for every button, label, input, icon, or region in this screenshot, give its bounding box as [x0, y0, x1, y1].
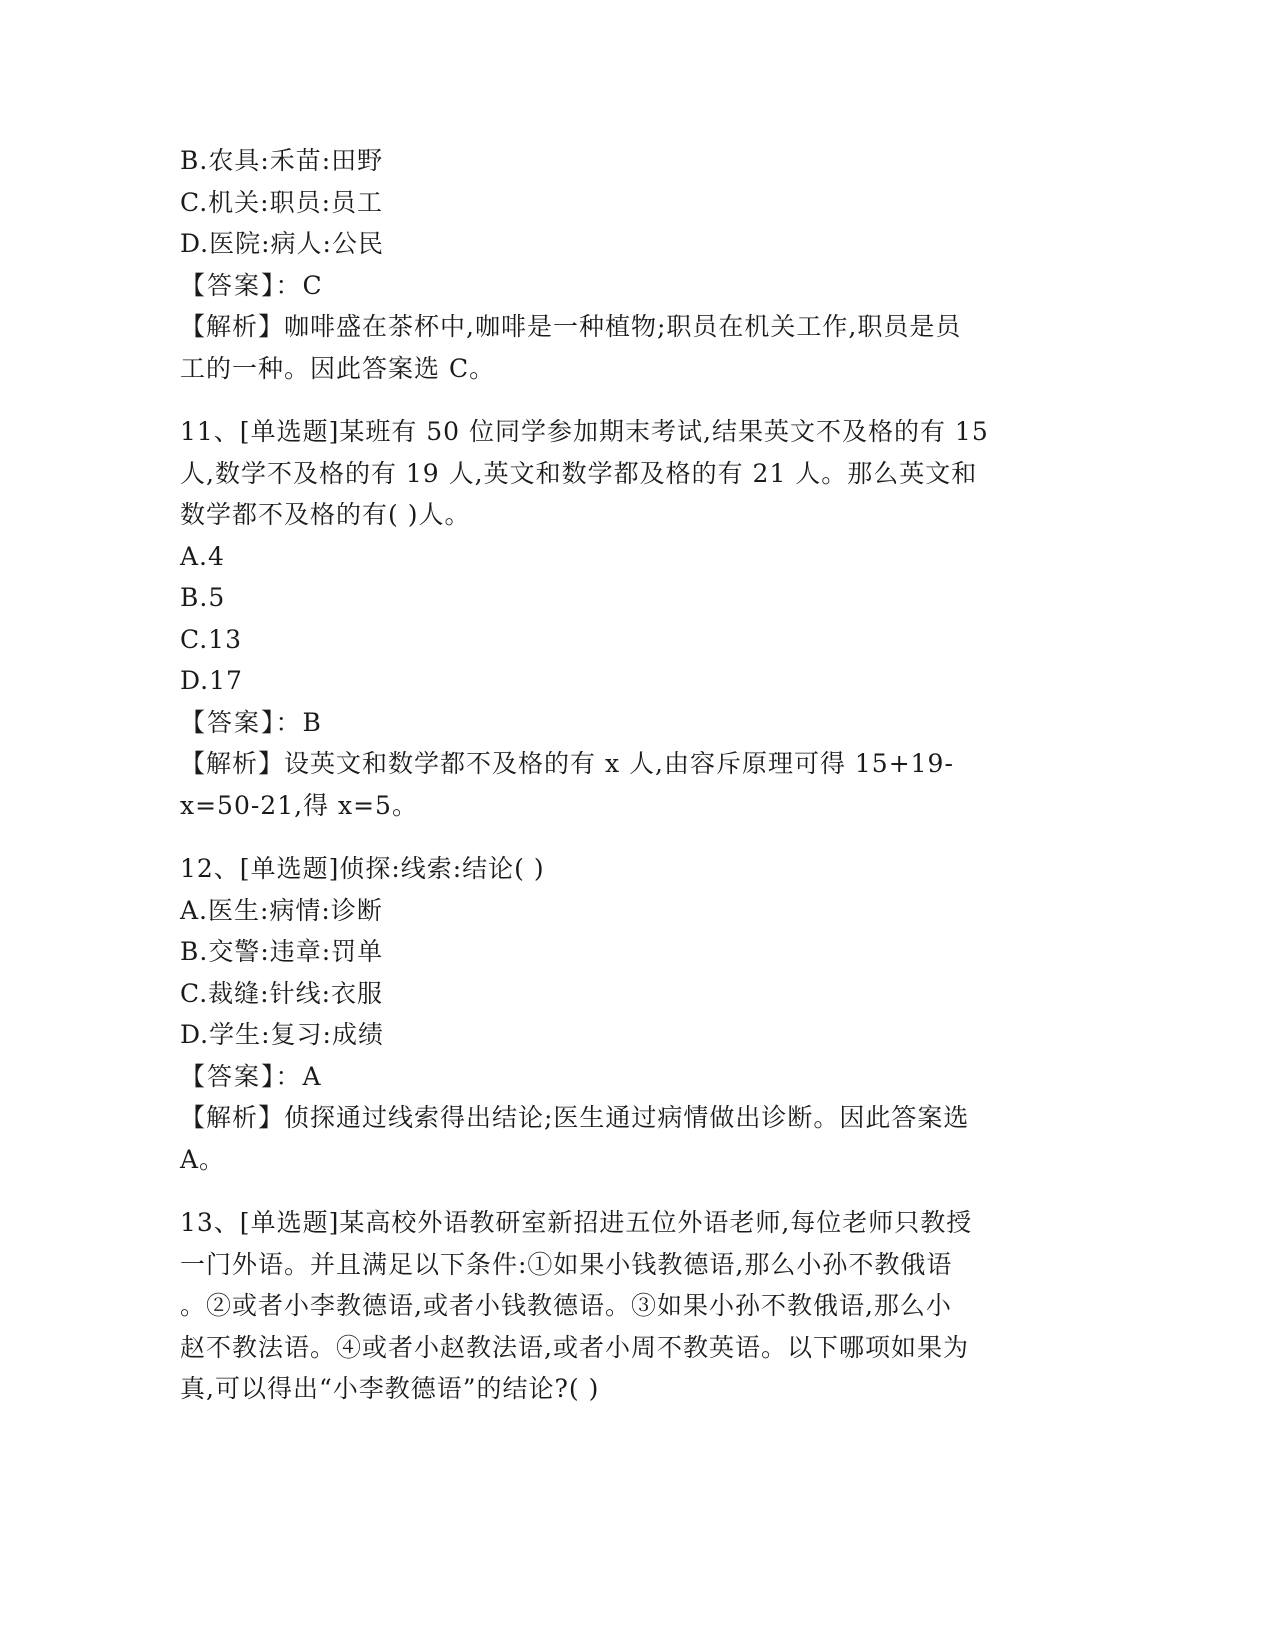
q11-stem-line-1: 11、[单选题]某班有 50 位同学参加期末考试,结果英文不及格的有 15 — [180, 417, 989, 446]
q11-analysis-line-1: 【解析】设英文和数学都不及格的有 x 人,由容斥原理可得 15+19- — [180, 749, 954, 778]
q12-option-a: A.医生:病情:诊断 — [180, 895, 383, 925]
q12-option-d: D.学生:复习:成绩 — [180, 1020, 384, 1049]
q10-option-b: B.农具:禾苗:田野 — [180, 146, 384, 175]
q12-option-c: C.裁缝:针线:衣服 — [180, 978, 384, 1008]
q11-answer: 【答案】：B — [180, 707, 323, 737]
q12-analysis-line-1: 【解析】侦探通过线索得出结论;医生通过病情做出诊断。因此答案选 — [180, 1103, 970, 1132]
document-page — [180, 140, 1060, 1432]
q11-option-a: A.4 — [180, 541, 225, 571]
q11-option-d: D.17 — [180, 666, 243, 695]
question-10-tail — [180, 140, 1060, 389]
q10-option-c: C.机关:职员:员工 — [180, 187, 384, 217]
question-13 — [180, 1202, 1060, 1410]
q11-stem-line-2: 人,数学不及格的有 19 人,英文和数学都及格的有 21 人。那么英文和 — [180, 458, 978, 488]
q10-answer: 【答案】：C — [180, 270, 324, 300]
q11-stem-line-3: 数学都不及格的有( )人。 — [180, 500, 471, 529]
q13-stem-line-5: 真,可以得出“小李教德语”的结论?( ) — [180, 1374, 600, 1403]
q13-stem-line-1: 13、[单选题]某高校外语教研室新招进五位外语老师,每位老师只教授 — [180, 1208, 973, 1237]
question-11 — [180, 411, 1060, 826]
q12-stem-line-1: 12、[单选题]侦探:线索:结论( ) — [180, 854, 545, 883]
q12-analysis-line-2: A。 — [180, 1144, 226, 1174]
q13-stem-line-3: 。②或者小李教德语,或者小钱教德语。③如果小孙不教俄语,那么小 — [180, 1291, 952, 1320]
q13-stem-line-4: 赵不教法语。④或者小赵教法语,或者小周不教英语。以下哪项如果为 — [180, 1332, 969, 1362]
q11-analysis-line-2: x=50-21,得 x=5。 — [180, 790, 418, 820]
q11-option-b: B.5 — [180, 583, 226, 612]
q10-analysis-line-2: 工的一种。因此答案选 C。 — [180, 353, 496, 383]
q10-analysis-line-1: 【解析】咖啡盛在茶杯中,咖啡是一种植物;职员在机关工作,职员是员 — [180, 312, 962, 341]
q12-answer: 【答案】：A — [180, 1061, 323, 1091]
q13-stem-line-2: 一门外语。并且满足以下条件:①如果小钱教德语,那么小孙不教俄语 — [180, 1249, 953, 1279]
q10-option-d: D.医院:病人:公民 — [180, 229, 384, 258]
question-12 — [180, 848, 1060, 1180]
q11-option-c: C.13 — [180, 624, 242, 654]
q12-option-b: B.交警:违章:罚单 — [180, 937, 384, 966]
